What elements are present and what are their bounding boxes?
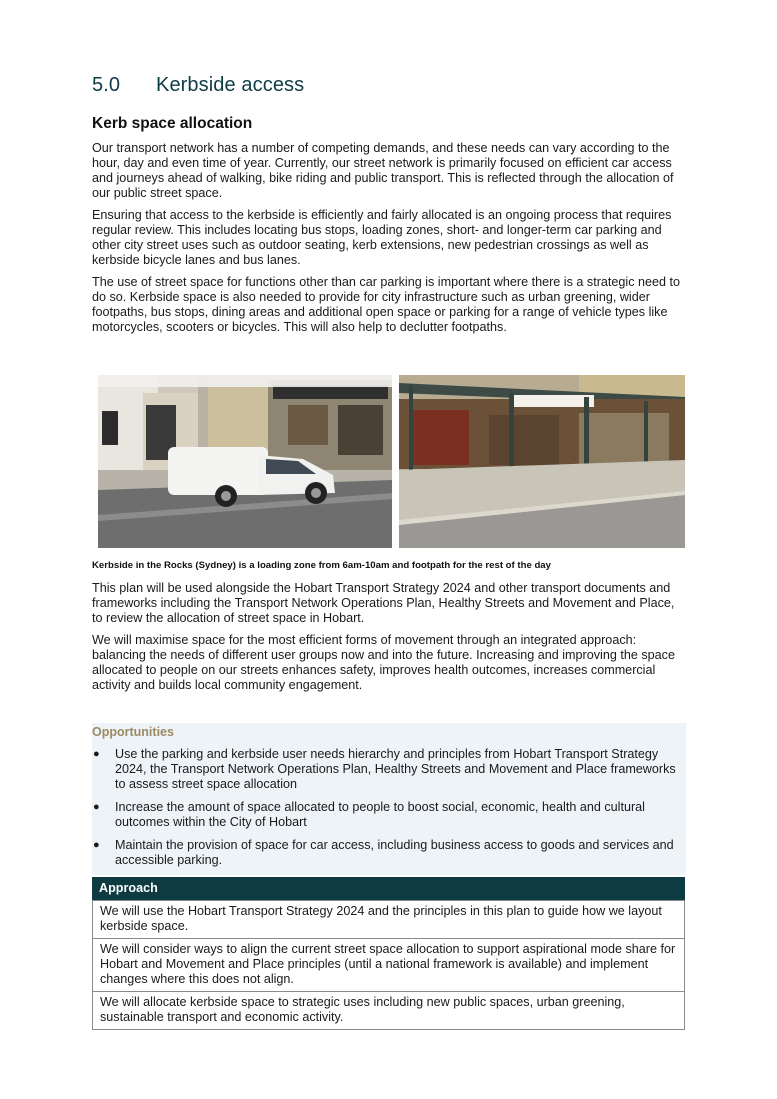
street-photo-shelter-illustration [399,375,685,548]
paragraph: The use of street space for functions other than car parking is important where there is a strategic need to do so. Kerbside space is also needed to provide for city infrastructure such as urban greening, wider footpaths, bus stops, dining areas and additional open space or parking for a range of vehicle types like motorcycles, scooters or bicycles. This will also help to declutter footpaths. [92,275,681,334]
bullet-icon: ● [93,801,100,813]
subheading: Kerb space allocation [92,115,253,132]
section-number: 5.0 [92,74,121,96]
section-title: Kerbside access [156,74,305,96]
approach-table [92,877,685,1030]
photo-footpath-shelter [399,375,685,548]
intro-text [92,141,686,342]
list-item [92,838,686,868]
street-photo-van-illustration [98,375,392,548]
photo-loading-zone [98,375,392,548]
table-row: We will use the Hobart Transport Strategy 2024 and the principles in this plan to guide how we layout kerbside space. [92,900,685,939]
photo-pair [98,375,685,548]
opportunities-list [92,747,686,876]
bullet-icon: ● [93,839,100,851]
paragraph: This plan will be used alongside the Hobart Transport Strategy 2024 and other transport documents and frameworks including the Transport Network Operations Plan, Healthy Streets and Movement and Place, to review the allocation of street space in Hobart. [92,581,675,625]
opportunities-title: Opportunities [92,725,174,739]
list-item-text: Increase the amount of space allocated to people to boost social, economic, health and cultural outcomes within the City of Hobart [115,800,645,829]
photo-caption: Kerbside in the Rocks (Sydney) is a loading zone from 6am-10am and footpath for the rest of the day [92,560,551,571]
section-heading [92,74,304,97]
paragraph: Our transport network has a number of competing demands, and these needs can vary according to the hour, day and even time of year. Currently, our street network is primarily focused on efficient car access and journeys ahead of walking, bike riding and public transport. This is reflected through the allocation of our public street space. [92,141,674,200]
paragraph: Ensuring that access to the kerbside is efficiently and fairly allocated is an ongoing process that requires regular review. This includes locating bus stops, loading zones, short- and longer-term car parking and other city street uses such as outdoor seating, kerb extensions, new pedestrian crossings as well as kerbside bicycle lanes and bus lanes. [92,208,672,267]
table-row: We will allocate kerbside space to strategic uses including new public spaces, urban greening, sustainable transport and economic activity. [92,992,685,1030]
list-item [92,800,686,830]
table-row: We will consider ways to align the current street space allocation to support aspirational mode share for Hobart and Movement and Place principles (until a national framework is available) and implement changes where this does not align. [92,939,685,992]
list-item [92,747,686,792]
post-photo-text [92,581,686,700]
paragraph: We will maximise space for the most efficient forms of movement through an integrated approach: balancing the needs of different user groups now and into the future. Increasing and improving the space allocated to people on our streets enhances safety, improves health outcomes, increases commercial activity and builds local community engagement. [92,633,675,692]
approach-header: Approach [92,877,685,900]
list-item-text: Use the parking and kerbside user needs hierarchy and principles from Hobart Transport Strategy 2024, the Transport Network Operations Plan, Healthy Streets and Movement and Place frameworks to assess street space allocation [115,747,676,791]
bullet-icon: ● [93,748,100,760]
list-item-text: Maintain the provision of space for car access, including business access to goods and services and accessible parking. [115,838,674,867]
opportunities-box [92,723,686,875]
